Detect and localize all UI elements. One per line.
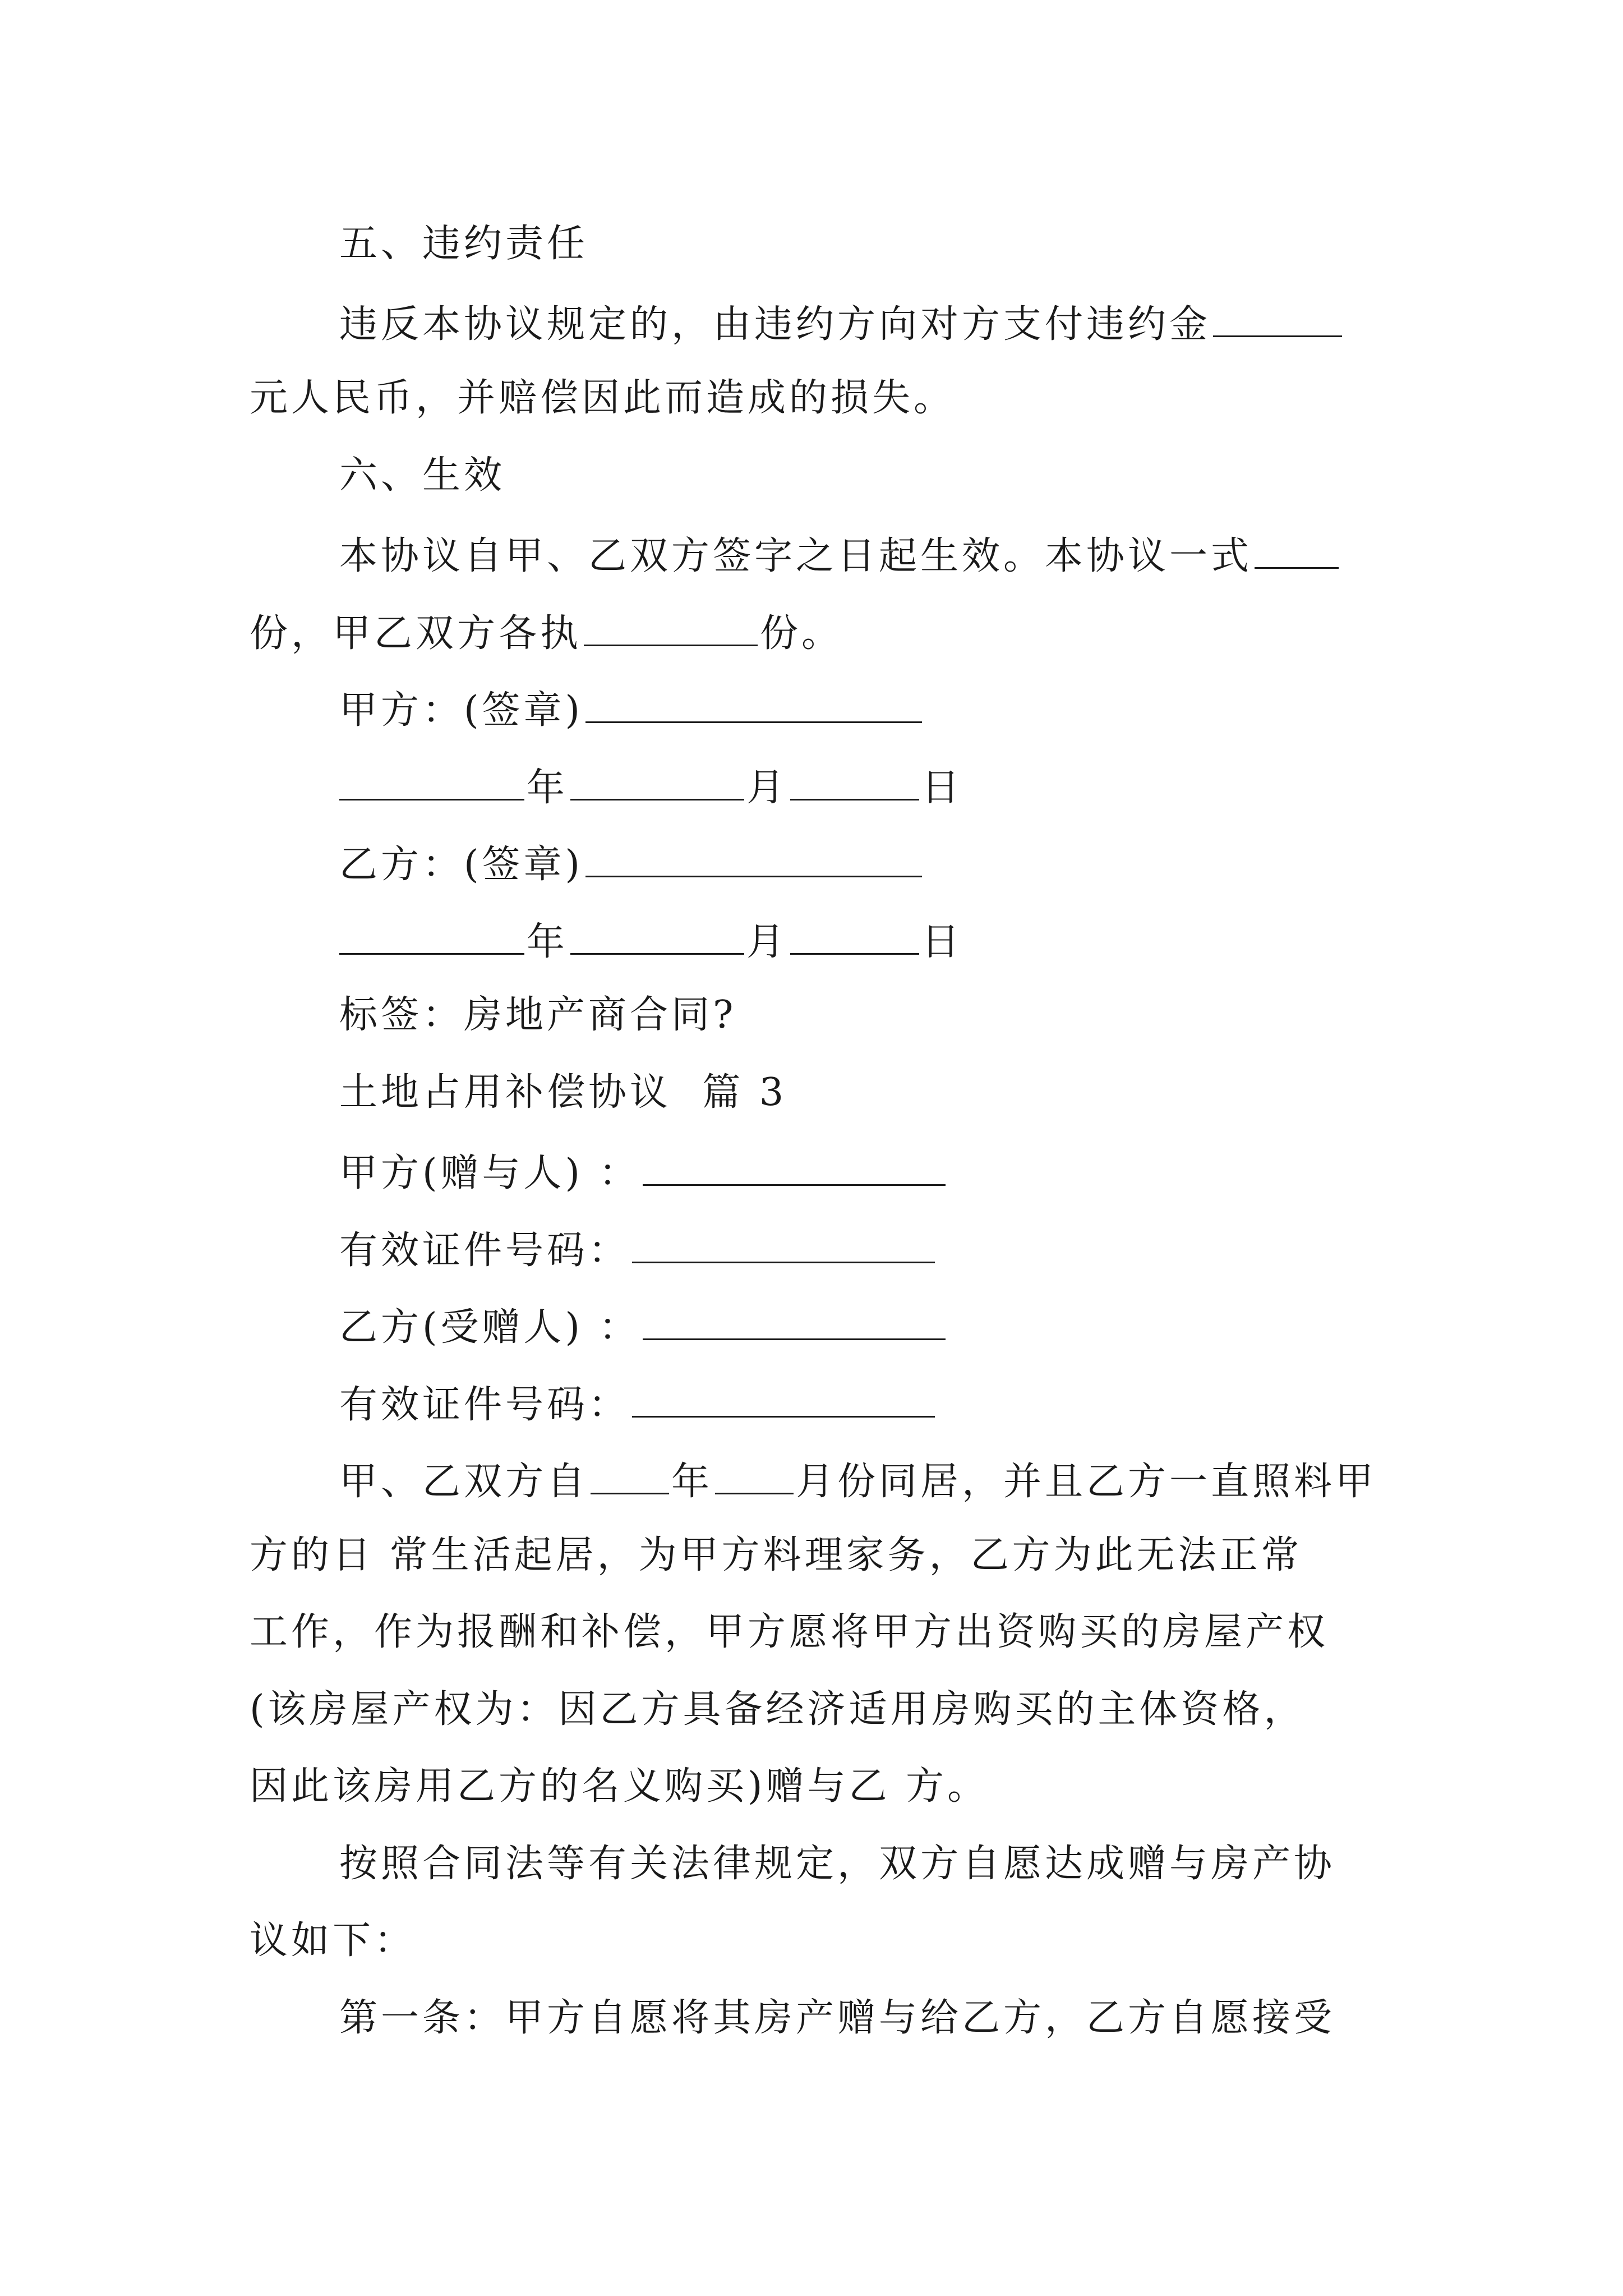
- cohabitation-text-1b: 月份同居，并且乙方一直照料甲: [796, 1460, 1377, 1504]
- effect-clause-line-1: [339, 530, 1388, 579]
- party-b-donee-label: 乙方(受赠人) ：: [339, 1305, 640, 1350]
- cohabitation-text-4: (该房屋产权为：因乙方具备经济适用房购买的主体资格，: [250, 1687, 1306, 1732]
- agreement-3-title: [339, 1070, 1388, 1115]
- party-b-day-label: 日: [921, 920, 963, 964]
- party-a-id-label: 有效证件号码：: [339, 1228, 630, 1273]
- cohabitation-line-5: [250, 1764, 1388, 1809]
- cohabitation-text-2: 方的日 常生活起居，为甲方料理家务，乙方为此无法正常: [250, 1533, 1303, 1577]
- cohabitation-line-4: [250, 1687, 1388, 1732]
- breach-clause-line-2: [250, 376, 1388, 421]
- party-b-year-label: 年: [527, 920, 569, 964]
- party-a-day-label: 日: [921, 766, 963, 810]
- party-a-donor-line: [339, 1147, 1388, 1196]
- effect-clause-text-1: 本协议自甲、乙双方签字之日起生效。本协议一式: [339, 534, 1253, 578]
- party-a-day-blank: [790, 762, 919, 800]
- cohabitation-text-3: 工作，作为报酬和补偿，甲方愿将甲方出资购买的房屋产权: [250, 1610, 1329, 1654]
- effect-clause-line-2: [250, 608, 1388, 656]
- party-b-id-line: [339, 1379, 1388, 1428]
- effect-clause-text-2a: 份，甲乙双方各执: [250, 611, 582, 656]
- breach-clause-text-2: 元人民币，并赔偿因此而造成的损失。: [250, 376, 956, 420]
- party-b-day-blank: [790, 916, 919, 955]
- section-six-heading-text: 六、生效: [339, 453, 506, 498]
- party-a-month-label: 月: [746, 766, 789, 810]
- party-b-date-line: [339, 916, 1388, 965]
- section-six-heading: [339, 453, 1388, 498]
- law-line-2: [250, 1918, 1388, 1963]
- article-one-text: 第一条：甲方自愿将其房产赠与给乙方，乙方自愿接受: [339, 1996, 1336, 2040]
- party-a-id-line: [339, 1225, 1388, 1273]
- article-one-line: [339, 1996, 1388, 2041]
- party-b-id-blank: [632, 1379, 935, 1418]
- law-text-2: 议如下：: [250, 1918, 416, 1963]
- cohabitation-line-1: [339, 1456, 1388, 1504]
- law-text-1: 按照合同法等有关法律规定，双方自愿达成赠与房产协: [339, 1842, 1336, 1886]
- cohabitation-line-3: [250, 1610, 1388, 1655]
- copies-each-blank: [584, 608, 758, 646]
- party-b-month-label: 月: [746, 920, 789, 964]
- party-a-signature-label: 甲方：(签章): [339, 688, 584, 733]
- cohabitation-month-blank: [715, 1456, 794, 1494]
- party-a-donor-blank: [643, 1147, 946, 1186]
- party-a-year-blank: [339, 762, 524, 800]
- cohabitation-year-label: 年: [671, 1460, 713, 1504]
- cohabitation-text-1a: 甲、乙双方自: [339, 1460, 589, 1504]
- party-a-signature-line: [339, 684, 1388, 733]
- section-five-heading-text: 五、违约责任: [339, 222, 589, 266]
- cohabitation-year-blank: [591, 1456, 669, 1494]
- party-a-year-label: 年: [527, 766, 569, 810]
- party-a-donor-label: 甲方(赠与人) ：: [339, 1151, 640, 1195]
- breach-clause-line-1: [339, 298, 1388, 347]
- party-b-year-blank: [339, 916, 524, 955]
- party-a-month-blank: [570, 762, 744, 800]
- effect-clause-text-2b: 份。: [760, 611, 843, 656]
- tags-line: [339, 993, 1388, 1038]
- party-b-signature-label: 乙方：(签章): [339, 843, 584, 887]
- party-b-month-blank: [570, 916, 744, 955]
- penalty-amount-blank: [1213, 298, 1342, 337]
- party-a-date-line: [339, 762, 1388, 811]
- party-b-id-label: 有效证件号码：: [339, 1383, 630, 1427]
- party-b-signature-blank: [585, 839, 922, 877]
- party-b-signature-line: [339, 839, 1388, 887]
- breach-clause-text-1: 违反本协议规定的，由违约方向对方支付违约金: [339, 302, 1211, 347]
- party-a-signature-blank: [585, 684, 922, 723]
- party-a-id-blank: [632, 1225, 935, 1263]
- copies-total-blank: [1255, 530, 1339, 569]
- tags-text: 标签：房地产商合同?: [339, 993, 737, 1037]
- agreement-3-title-text: 土地占用补偿协议 篇 3: [339, 1070, 787, 1115]
- law-line-1: [339, 1842, 1388, 1887]
- party-b-donee-blank: [643, 1301, 946, 1340]
- section-five-heading: [339, 222, 1388, 266]
- party-b-donee-line: [339, 1301, 1388, 1350]
- cohabitation-text-5: 因此该房用乙方的名义购买)赠与乙 方。: [250, 1764, 989, 1809]
- cohabitation-line-2: [250, 1533, 1388, 1578]
